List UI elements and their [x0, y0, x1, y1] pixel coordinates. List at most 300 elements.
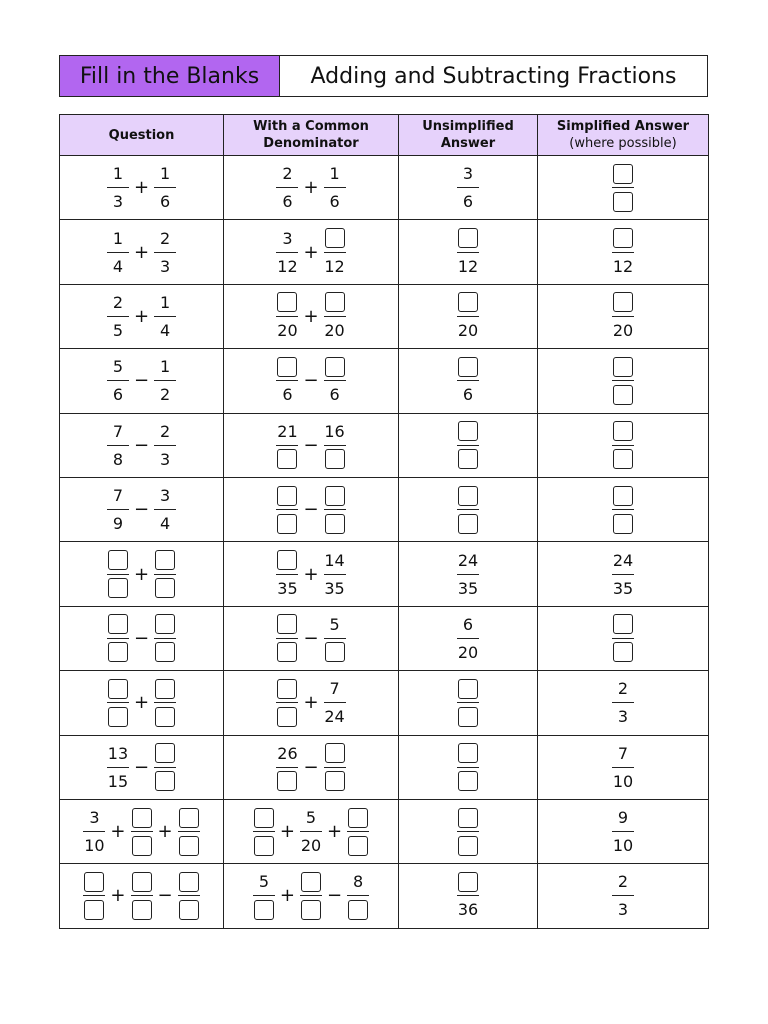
fraction — [612, 869, 634, 922]
numerator: 8 — [353, 872, 364, 892]
fraction — [107, 612, 129, 665]
plus-sign: + — [303, 241, 319, 263]
fraction — [154, 612, 176, 665]
denominator: 35 — [277, 578, 298, 598]
denominator: 3 — [617, 707, 629, 727]
simplified-cell — [538, 799, 709, 863]
fraction-bar — [324, 252, 346, 253]
fraction-bar — [131, 831, 153, 832]
plus-sign: + — [133, 563, 150, 585]
fraction-expression — [457, 805, 479, 858]
fraction-expression — [276, 290, 345, 343]
answer-blank-box[interactable] — [132, 808, 152, 828]
denominator: 3 — [159, 449, 171, 469]
fraction-bar — [612, 187, 634, 188]
answer-blank-box[interactable] — [325, 743, 345, 763]
numerator: 5 — [258, 872, 269, 892]
fraction — [276, 612, 298, 665]
fraction-bar — [612, 380, 634, 381]
answer-blank-box[interactable] — [613, 164, 633, 184]
fraction-bar — [612, 316, 634, 317]
question-cell — [60, 542, 224, 606]
plus-sign: + — [303, 177, 319, 199]
fraction — [178, 805, 200, 858]
fraction — [107, 483, 129, 536]
table-row — [60, 284, 709, 348]
answer-blank-box[interactable] — [155, 771, 175, 791]
minus-sign: − — [303, 370, 319, 392]
answer-blank-box[interactable] — [254, 900, 274, 920]
question-cell — [60, 671, 224, 735]
table-row — [60, 349, 709, 413]
simplified-cell — [538, 542, 709, 606]
answer-blank-box[interactable] — [458, 808, 478, 828]
fraction — [300, 805, 322, 858]
answer-blank-box[interactable] — [132, 900, 152, 920]
answer-blank-box[interactable] — [613, 357, 633, 377]
numerator: 7 — [329, 679, 340, 699]
fraction — [324, 161, 346, 214]
fraction — [154, 226, 176, 279]
fraction — [154, 741, 176, 794]
answer-blank-box[interactable] — [254, 808, 274, 828]
answer-blank-box[interactable] — [179, 872, 199, 892]
common-denominator-cell — [224, 542, 399, 606]
fraction-expression — [107, 419, 176, 472]
fraction-bar — [612, 252, 634, 253]
numerator: 7 — [112, 486, 124, 506]
minus-sign: − — [133, 499, 150, 521]
fraction — [107, 676, 129, 729]
answer-blank-box[interactable] — [325, 771, 345, 791]
fraction-expression — [276, 741, 345, 794]
fraction — [612, 161, 634, 214]
numerator: 5 — [329, 614, 340, 634]
answer-blank-box[interactable] — [613, 292, 633, 312]
fraction-expression — [107, 354, 176, 407]
denominator: 12 — [612, 256, 634, 276]
numerator: 1 — [112, 228, 124, 248]
denominator: 6 — [329, 385, 340, 405]
answer-blank-box[interactable] — [301, 872, 321, 892]
answer-blank-box[interactable] — [108, 642, 128, 662]
plus-sign: + — [133, 177, 150, 199]
common-denominator-cell — [224, 477, 399, 541]
answer-blank-box[interactable] — [155, 578, 175, 598]
answer-blank-box[interactable] — [277, 514, 297, 534]
fraction-bar — [457, 574, 479, 575]
fraction — [457, 805, 479, 858]
fraction-bar — [324, 702, 346, 703]
unsimplified-cell — [399, 606, 538, 670]
answer-blank-box[interactable] — [155, 642, 175, 662]
fraction-bar — [107, 316, 129, 317]
fraction-bar — [612, 831, 634, 832]
table-row — [60, 735, 709, 799]
fraction-bar — [457, 702, 479, 703]
fraction-bar — [457, 509, 479, 510]
numerator: 3 — [159, 486, 171, 506]
simplified-cell — [538, 606, 709, 670]
answer-blank-box[interactable] — [108, 614, 128, 634]
simplified-cell — [538, 220, 709, 284]
answer-blank-box[interactable] — [155, 743, 175, 763]
fraction-expression — [83, 805, 199, 858]
denominator: 20 — [324, 320, 345, 340]
fraction-bar — [276, 509, 298, 510]
common-denominator-cell — [224, 220, 399, 284]
fraction-bar — [324, 767, 346, 768]
fraction-bar — [154, 638, 176, 639]
fraction-bar — [107, 638, 129, 639]
fraction-bar — [276, 702, 298, 703]
plus-sign: + — [279, 821, 295, 843]
numerator: 2 — [159, 421, 171, 441]
plus-sign: + — [133, 305, 150, 327]
fraction — [324, 226, 346, 279]
answer-blank-box[interactable] — [132, 872, 152, 892]
answer-blank-box[interactable] — [348, 836, 368, 856]
numerator: 2 — [159, 228, 171, 248]
fraction-expression — [253, 805, 369, 858]
fraction — [612, 290, 634, 343]
answer-blank-box[interactable] — [155, 550, 175, 570]
fraction-expression — [612, 741, 634, 794]
table-row — [60, 220, 709, 284]
numerator: 2 — [617, 679, 629, 699]
fraction-bar — [276, 638, 298, 639]
denominator: 6 — [282, 385, 293, 405]
answer-blank-box[interactable] — [458, 357, 478, 377]
answer-blank-box[interactable] — [613, 642, 633, 662]
answer-blank-box[interactable] — [458, 679, 478, 699]
denominator: 10 — [84, 836, 105, 856]
fraction — [324, 354, 346, 407]
fraction-bar — [83, 831, 105, 832]
unsimplified-cell — [399, 220, 538, 284]
fraction-bar — [457, 252, 479, 253]
column-header-unsimplified: Unsimplified Answer — [399, 115, 538, 156]
fraction-bar — [107, 252, 129, 253]
numerator: 9 — [617, 808, 629, 828]
answer-blank-box[interactable] — [613, 514, 633, 534]
unsimplified-cell — [399, 349, 538, 413]
numerator: 6 — [462, 614, 474, 634]
fraction-expression — [457, 548, 479, 601]
fraction-bar — [178, 895, 200, 896]
fraction-bar — [457, 380, 479, 381]
fraction-expression — [276, 612, 345, 665]
fraction-bar — [324, 638, 346, 639]
denominator: 6 — [462, 192, 474, 212]
answer-blank-box[interactable] — [613, 421, 633, 441]
fraction-expression — [107, 676, 176, 729]
answer-blank-box[interactable] — [179, 900, 199, 920]
fraction-bar — [324, 445, 346, 446]
answer-blank-box[interactable] — [458, 707, 478, 727]
fraction-bar — [107, 767, 129, 768]
answer-blank-box[interactable] — [325, 514, 345, 534]
fraction — [612, 226, 634, 279]
fraction-expression — [276, 226, 345, 279]
answer-blank-box[interactable] — [108, 679, 128, 699]
fraction — [83, 869, 105, 922]
common-denominator-cell — [224, 349, 399, 413]
answer-blank-box[interactable] — [613, 614, 633, 634]
answer-blank-box[interactable] — [84, 900, 104, 920]
denominator: 20 — [612, 320, 634, 340]
common-denominator-cell — [224, 284, 399, 348]
fraction — [347, 869, 369, 922]
denominator: 4 — [159, 514, 171, 534]
fraction-expression — [612, 226, 634, 279]
denominator: 20 — [277, 320, 298, 340]
fraction — [276, 741, 298, 794]
denominator: 12 — [277, 256, 298, 276]
denominator: 4 — [112, 256, 124, 276]
fraction — [324, 290, 346, 343]
answer-blank-box[interactable] — [108, 550, 128, 570]
answer-blank-box[interactable] — [301, 900, 321, 920]
fraction-bar — [612, 509, 634, 510]
table-row — [60, 671, 709, 735]
fraction-bar — [457, 831, 479, 832]
fraction-bar — [276, 187, 298, 188]
fraction — [457, 161, 479, 214]
answer-blank-box[interactable] — [277, 771, 297, 791]
answer-blank-box[interactable] — [325, 357, 345, 377]
answer-blank-box[interactable] — [155, 679, 175, 699]
numerator: 1 — [159, 357, 171, 377]
fraction — [154, 354, 176, 407]
table-row — [60, 156, 709, 220]
numerator: 1 — [329, 164, 340, 184]
fraction-expression — [457, 419, 479, 472]
fraction-bar — [253, 895, 275, 896]
unsimplified-cell — [399, 542, 538, 606]
fraction-bar — [154, 767, 176, 768]
simplified-cell — [538, 477, 709, 541]
fraction — [457, 676, 479, 729]
fraction — [457, 226, 479, 279]
answer-blank-box[interactable] — [458, 228, 478, 248]
answer-blank-box[interactable] — [179, 808, 199, 828]
minus-sign: − — [303, 627, 319, 649]
fraction — [300, 869, 322, 922]
simplified-cell — [538, 864, 709, 928]
numerator: 1 — [112, 164, 124, 184]
fraction-bar — [154, 574, 176, 575]
answer-blank-box[interactable] — [613, 228, 633, 248]
numerator: 7 — [112, 421, 124, 441]
answer-blank-box[interactable] — [458, 836, 478, 856]
answer-blank-box[interactable] — [458, 292, 478, 312]
column-header-common-denominator: With a Common Denominator — [224, 115, 399, 156]
fraction — [107, 161, 129, 214]
answer-blank-box[interactable] — [458, 449, 478, 469]
fraction — [276, 676, 298, 729]
denominator: 6 — [159, 192, 171, 212]
numerator: 5 — [305, 808, 317, 828]
numerator: 16 — [324, 421, 345, 441]
answer-blank-box[interactable] — [277, 642, 297, 662]
minus-sign: − — [303, 434, 319, 456]
answer-blank-box[interactable] — [458, 421, 478, 441]
simplified-cell — [538, 735, 709, 799]
denominator: 15 — [107, 771, 129, 791]
question-cell — [60, 156, 224, 220]
answer-blank-box[interactable] — [613, 192, 633, 212]
fraction-expression — [83, 869, 199, 922]
fraction — [457, 483, 479, 536]
unsimplified-cell — [399, 477, 538, 541]
denominator: 35 — [612, 578, 634, 598]
question-cell — [60, 799, 224, 863]
plus-sign: + — [133, 692, 150, 714]
fraction-expression — [107, 226, 176, 279]
common-denominator-cell — [224, 606, 399, 670]
answer-blank-box[interactable] — [613, 385, 633, 405]
fraction-expression — [276, 483, 345, 536]
fraction — [324, 483, 346, 536]
unsimplified-cell — [399, 735, 538, 799]
numerator: 2 — [282, 164, 293, 184]
fraction — [612, 354, 634, 407]
answer-blank-box[interactable] — [155, 614, 175, 634]
fraction-bar — [276, 316, 298, 317]
answer-blank-box[interactable] — [84, 872, 104, 892]
minus-sign: − — [133, 370, 150, 392]
answer-blank-box[interactable] — [325, 642, 345, 662]
answer-blank-box[interactable] — [277, 292, 297, 312]
answer-blank-box[interactable] — [108, 578, 128, 598]
answer-blank-box[interactable] — [277, 486, 297, 506]
plus-sign: + — [133, 241, 150, 263]
minus-sign: − — [303, 499, 319, 521]
answer-blank-box[interactable] — [277, 614, 297, 634]
answer-blank-box[interactable] — [458, 514, 478, 534]
fraction-expression — [612, 612, 634, 665]
numerator: 2 — [112, 292, 124, 312]
fraction — [154, 548, 176, 601]
fraction — [457, 354, 479, 407]
simplified-cell — [538, 284, 709, 348]
answer-blank-box[interactable] — [108, 707, 128, 727]
denominator: 9 — [112, 514, 124, 534]
table-row — [60, 799, 709, 863]
denominator: 12 — [457, 256, 479, 276]
fraction-bar — [276, 380, 298, 381]
answer-blank-box[interactable] — [325, 228, 345, 248]
fraction-bar — [154, 702, 176, 703]
question-cell — [60, 413, 224, 477]
answer-blank-box[interactable] — [325, 449, 345, 469]
answer-blank-box[interactable] — [458, 872, 478, 892]
fraction — [107, 741, 129, 794]
numerator: 26 — [277, 743, 298, 763]
question-cell — [60, 220, 224, 284]
fraction-bar — [612, 767, 634, 768]
table-header-row — [60, 115, 709, 156]
fraction-bar — [324, 574, 346, 575]
fraction-expression — [107, 161, 176, 214]
answer-blank-box[interactable] — [325, 292, 345, 312]
table-row — [60, 606, 709, 670]
fraction-bar — [154, 316, 176, 317]
numerator: 3 — [89, 808, 100, 828]
fraction-expression — [457, 226, 479, 279]
fraction-bar — [276, 767, 298, 768]
minus-sign: − — [133, 434, 150, 456]
fraction-bar — [612, 895, 634, 896]
denominator: 20 — [457, 320, 479, 340]
numerator: 13 — [107, 743, 129, 763]
question-cell — [60, 606, 224, 670]
plus-sign: + — [303, 692, 319, 714]
answer-blank-box[interactable] — [132, 836, 152, 856]
answer-blank-box[interactable] — [458, 486, 478, 506]
fraction-expression — [612, 419, 634, 472]
fraction-expression — [276, 354, 345, 407]
answer-blank-box[interactable] — [458, 743, 478, 763]
minus-sign: − — [303, 756, 319, 778]
numerator: 1 — [159, 164, 171, 184]
fraction-bar — [276, 252, 298, 253]
worksheet-header — [59, 55, 708, 97]
fraction-expression — [253, 869, 369, 922]
answer-blank-box[interactable] — [277, 679, 297, 699]
plus-sign: + — [157, 821, 173, 843]
plus-sign: + — [279, 885, 295, 907]
answer-blank-box[interactable] — [348, 808, 368, 828]
fraction — [457, 869, 479, 922]
answer-blank-box[interactable] — [155, 707, 175, 727]
table-row — [60, 864, 709, 928]
denominator: 35 — [457, 578, 479, 598]
answer-blank-box[interactable] — [458, 771, 478, 791]
fraction — [612, 805, 634, 858]
plus-sign: + — [110, 885, 126, 907]
fraction — [107, 226, 129, 279]
fraction — [276, 548, 298, 601]
answer-blank-box[interactable] — [277, 707, 297, 727]
question-cell — [60, 349, 224, 413]
answer-blank-box[interactable] — [348, 900, 368, 920]
fraction-bar — [107, 187, 129, 188]
answer-blank-box[interactable] — [277, 550, 297, 570]
fraction — [457, 548, 479, 601]
denominator: 6 — [282, 192, 293, 212]
fraction-expression — [276, 419, 345, 472]
fraction-bar — [276, 445, 298, 446]
answer-blank-box[interactable] — [613, 486, 633, 506]
answer-blank-box[interactable] — [179, 836, 199, 856]
fraction — [253, 869, 275, 922]
denominator: 20 — [457, 642, 479, 662]
fraction-expression — [107, 483, 176, 536]
fraction — [324, 676, 346, 729]
answer-blank-box[interactable] — [325, 486, 345, 506]
numerator: 1 — [159, 292, 171, 312]
question-cell — [60, 477, 224, 541]
minus-sign: − — [133, 627, 150, 649]
fraction — [324, 612, 346, 665]
answer-blank-box[interactable] — [277, 357, 297, 377]
answer-blank-box[interactable] — [277, 449, 297, 469]
answer-blank-box[interactable] — [613, 449, 633, 469]
fraction — [612, 419, 634, 472]
answer-blank-box[interactable] — [254, 836, 274, 856]
